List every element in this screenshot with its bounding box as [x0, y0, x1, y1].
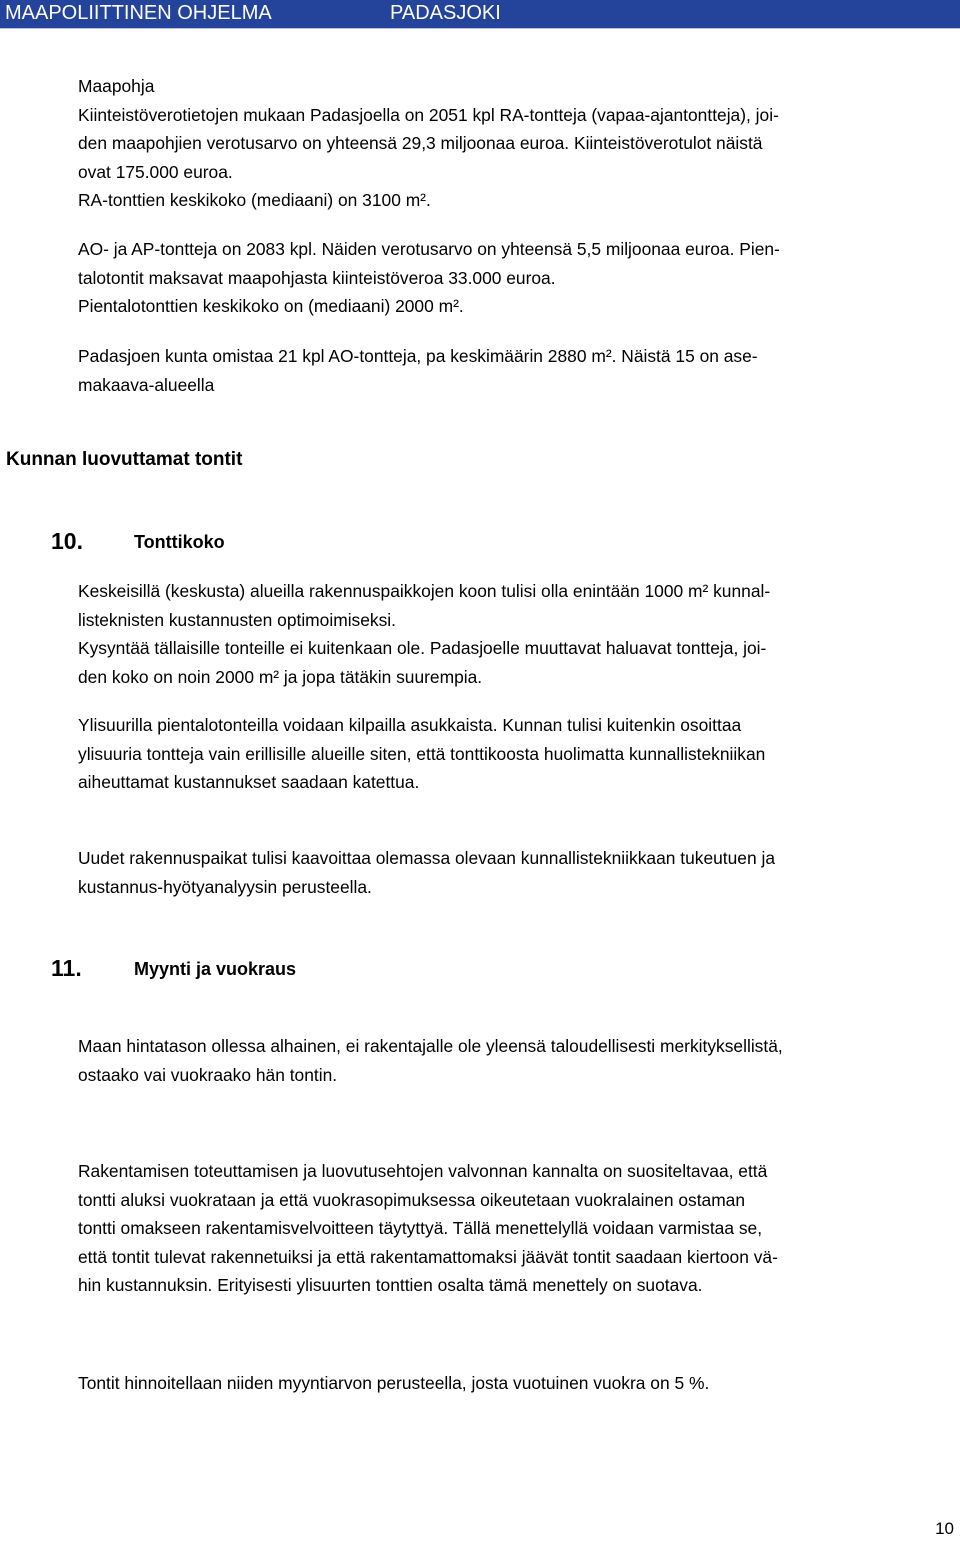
text-line: den maapohjien verotusarvo on yhteensä 29,3 miljoonaa euroa. Kiinteistöverotulot näistä	[78, 133, 763, 153]
municipality-name: PADASJOKI	[390, 2, 501, 24]
text-line: tontti aluksi vuokrataan ja että vuokrasopimuksessa oikeutetaan vuokralainen ostaman	[78, 1189, 746, 1210]
text-line: talotontit maksavat maapohjasta kiinteistöveroa 33.000 euroa.	[78, 267, 556, 288]
page-header	[0, 0, 960, 28]
document-title: MAAPOLIITTINEN OHJELMA	[5, 2, 272, 24]
text-line: Ylisuurilla pientalotonteilla voidaan kilpailla asukkaista. Kunnan tulisi kuitenkin osoittaa	[78, 715, 742, 735]
text-line: ostaako vai vuokraako hän tontin.	[78, 1064, 338, 1085]
section-heading: Kunnan luovuttamat tontit	[6, 449, 243, 470]
page-number: 10	[935, 1519, 954, 1538]
section-11-paragraph-2	[78, 1157, 956, 1300]
text-line: hin kustannuksin. Erityisesti ylisuurten tonttien osalta tämä menettely on suotava.	[78, 1275, 703, 1295]
text-line: listeknisten kustannusten optimoimiseksi.	[78, 609, 397, 630]
text-line: Keskeisillä (keskusta) alueilla rakennuspaikkojen koon tulisi olla enintään 1000 m² kunnal-	[78, 581, 771, 601]
section-10-paragraph-2	[78, 711, 956, 797]
section-10-paragraph-3	[78, 844, 956, 901]
text-line: makaava-alueella	[78, 374, 215, 395]
text-line: tontti omakseen rakentamisvelvoitteen täytyttyä. Tällä menettelyllä voidaan varmistaa se,	[78, 1218, 763, 1238]
text-line: Maan hintatason ollessa alhainen, ei rakentajalle ole yleensä taloudellisesti merkityksellistä,	[78, 1036, 783, 1056]
maapohja-paragraph-2	[78, 235, 956, 321]
text-line: ylisuuria tontteja vain erillisille alueille siten, että tonttikoosta huolimatta kunnallistekniikan	[78, 743, 766, 764]
text-line: Kiinteistöverotietojen mukaan Padasjoella on 2051 kpl RA-tontteja (vapaa-ajantontteja), joi-	[78, 104, 779, 125]
text-line: Uudet rakennuspaikat tulisi kaavoittaa olemassa olevaan kunnallistekniikkaan tukeutuen ja	[78, 848, 776, 868]
section-11-paragraph-1	[78, 1032, 956, 1089]
section-11-number: 11.	[51, 955, 82, 981]
text-line: aiheuttamat kustannukset saadaan katettua.	[78, 772, 420, 792]
text-line: RA-tonttien keskikoko (mediaani) on 3100 m².	[78, 190, 431, 210]
maapohja-title: Maapohja	[78, 76, 155, 96]
text-line: kustannus-hyötyanalyysin perusteella.	[78, 876, 372, 897]
section-10-paragraph-1	[78, 577, 956, 691]
text-line: ovat 175.000 euroa.	[78, 161, 233, 182]
text-line: että tontit tulevat rakennetuiksi ja että rakentamattomaksi jäävät tontit saadaan kiertoon vä-	[78, 1246, 778, 1267]
header-divider	[0, 28, 960, 29]
maapohja-paragraph-1	[78, 72, 956, 215]
section-10-number: 10.	[51, 528, 83, 554]
text-line: Tontit hinnoitellaan niiden myyntiarvon perusteella, josta vuotuinen vuokra on 5 %.	[78, 1373, 710, 1393]
text-line: Rakentamisen toteuttamisen ja luovutusehtojen valvonnan kannalta on suositeltavaa, että	[78, 1161, 768, 1181]
section-11-title: Myynti ja vuokraus	[134, 959, 297, 979]
text-line: den koko on noin 2000 m² ja jopa tätäkin suurempia.	[78, 666, 483, 687]
section-11-paragraph-3	[78, 1369, 956, 1398]
text-line: AO- ja AP-tontteja on 2083 kpl. Näiden verotusarvo on yhteensä 5,5 miljoonaa euroa. Pien-	[78, 239, 780, 259]
section-10-title: Tonttikoko	[134, 532, 225, 552]
text-line: Pientalotonttien keskikoko on (mediaani) 2000 m².	[78, 296, 464, 316]
text-line: Kysyntää tällaisille tonteille ei kuitenkaan ole. Padasjoelle muuttavat haluavat tontteja, joi-	[78, 638, 767, 658]
text-line: Padasjoen kunta omistaa 21 kpl AO-tontteja, pa keskimäärin 2880 m². Näistä 15 on ase-	[78, 346, 758, 366]
maapohja-paragraph-3	[78, 342, 956, 399]
